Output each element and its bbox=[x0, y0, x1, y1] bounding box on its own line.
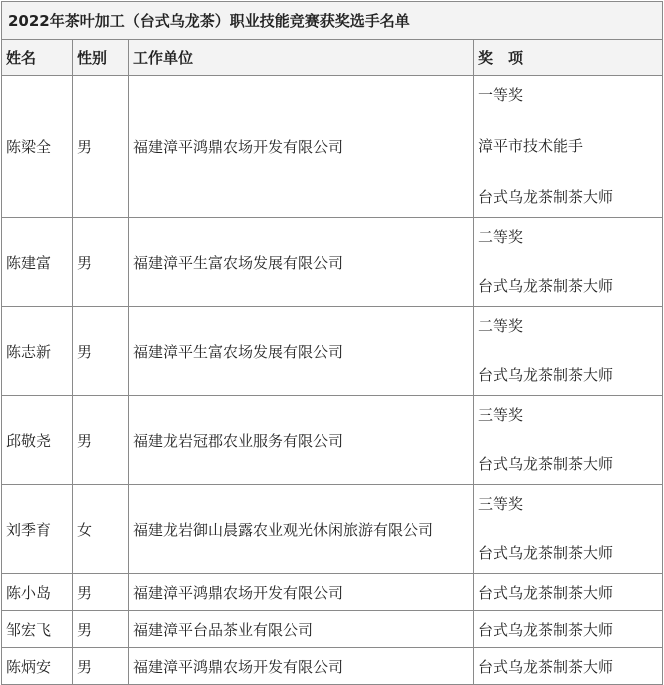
cell-gender: 女 bbox=[73, 485, 129, 574]
table-row bbox=[2, 307, 663, 396]
award-line: 台式乌龙茶制茶大师 bbox=[478, 544, 614, 562]
cell-employer: 福建漳平台品茶业有限公司 bbox=[129, 611, 474, 648]
award-line: 台式乌龙茶制茶大师 bbox=[478, 583, 614, 602]
header-name: 姓名 bbox=[2, 40, 73, 76]
cell-employer: 福建漳平鸿鼎农场开发有限公司 bbox=[129, 648, 474, 685]
award-line: 二等奖 bbox=[478, 228, 524, 246]
cell-name: 刘季育 bbox=[2, 485, 73, 574]
award-line: 台式乌龙茶制茶大师 bbox=[478, 188, 614, 206]
award-line: 台式乌龙茶制茶大师 bbox=[478, 277, 614, 295]
award-line: 台式乌龙茶制茶大师 bbox=[478, 455, 614, 473]
cell-gender: 男 bbox=[73, 218, 129, 307]
header-employer: 工作单位 bbox=[129, 40, 474, 76]
award-line: 一等奖 bbox=[478, 86, 524, 104]
header-row bbox=[2, 40, 663, 76]
cell-award bbox=[474, 611, 663, 648]
cell-award bbox=[474, 396, 663, 485]
cell-award bbox=[474, 648, 663, 685]
award-line: 三等奖 bbox=[478, 495, 524, 513]
cell-name: 陈志新 bbox=[2, 307, 73, 396]
cell-employer: 福建龙岩冠郡农业服务有限公司 bbox=[129, 396, 474, 485]
table-row bbox=[2, 611, 663, 648]
table-body bbox=[2, 2, 663, 685]
award-line: 三等奖 bbox=[478, 406, 524, 424]
winners-table bbox=[1, 1, 663, 685]
award-line: 台式乌龙茶制茶大师 bbox=[478, 657, 614, 676]
cell-name: 陈炳安 bbox=[2, 648, 73, 685]
cell-gender: 男 bbox=[73, 307, 129, 396]
cell-name: 陈建富 bbox=[2, 218, 73, 307]
award-line: 台式乌龙茶制茶大师 bbox=[478, 620, 614, 639]
cell-employer: 福建漳平生富农场发展有限公司 bbox=[129, 307, 474, 396]
cell-employer: 福建漳平鸿鼎农场开发有限公司 bbox=[129, 76, 474, 218]
table-row bbox=[2, 76, 663, 218]
title-row bbox=[2, 2, 663, 40]
cell-award bbox=[474, 76, 663, 218]
cell-name: 陈小岛 bbox=[2, 574, 73, 611]
cell-gender: 男 bbox=[73, 574, 129, 611]
cell-name: 陈梁全 bbox=[2, 76, 73, 218]
cell-award bbox=[474, 485, 663, 574]
cell-award bbox=[474, 307, 663, 396]
cell-employer: 福建漳平生富农场发展有限公司 bbox=[129, 218, 474, 307]
cell-award bbox=[474, 574, 663, 611]
cell-employer: 福建漳平鸿鼎农场开发有限公司 bbox=[129, 574, 474, 611]
cell-award bbox=[474, 218, 663, 307]
table-row bbox=[2, 396, 663, 485]
header-award: 奖 项 bbox=[474, 40, 663, 76]
award-line: 漳平市技术能手 bbox=[478, 137, 584, 155]
cell-name: 邱敬尧 bbox=[2, 396, 73, 485]
table-row bbox=[2, 648, 663, 685]
cell-gender: 男 bbox=[73, 76, 129, 218]
cell-gender: 男 bbox=[73, 611, 129, 648]
award-line: 二等奖 bbox=[478, 317, 524, 335]
table-row bbox=[2, 485, 663, 574]
cell-gender: 男 bbox=[73, 396, 129, 485]
table-row bbox=[2, 574, 663, 611]
table-title: 2022年茶叶加工（台式乌龙茶）职业技能竞赛获奖选手名单 bbox=[2, 2, 663, 40]
award-line: 台式乌龙茶制茶大师 bbox=[478, 366, 614, 384]
header-gender: 性别 bbox=[73, 40, 129, 76]
cell-name: 邹宏飞 bbox=[2, 611, 73, 648]
cell-gender: 男 bbox=[73, 648, 129, 685]
table-row bbox=[2, 218, 663, 307]
cell-employer: 福建龙岩御山晨露农业观光休闲旅游有限公司 bbox=[129, 485, 474, 574]
